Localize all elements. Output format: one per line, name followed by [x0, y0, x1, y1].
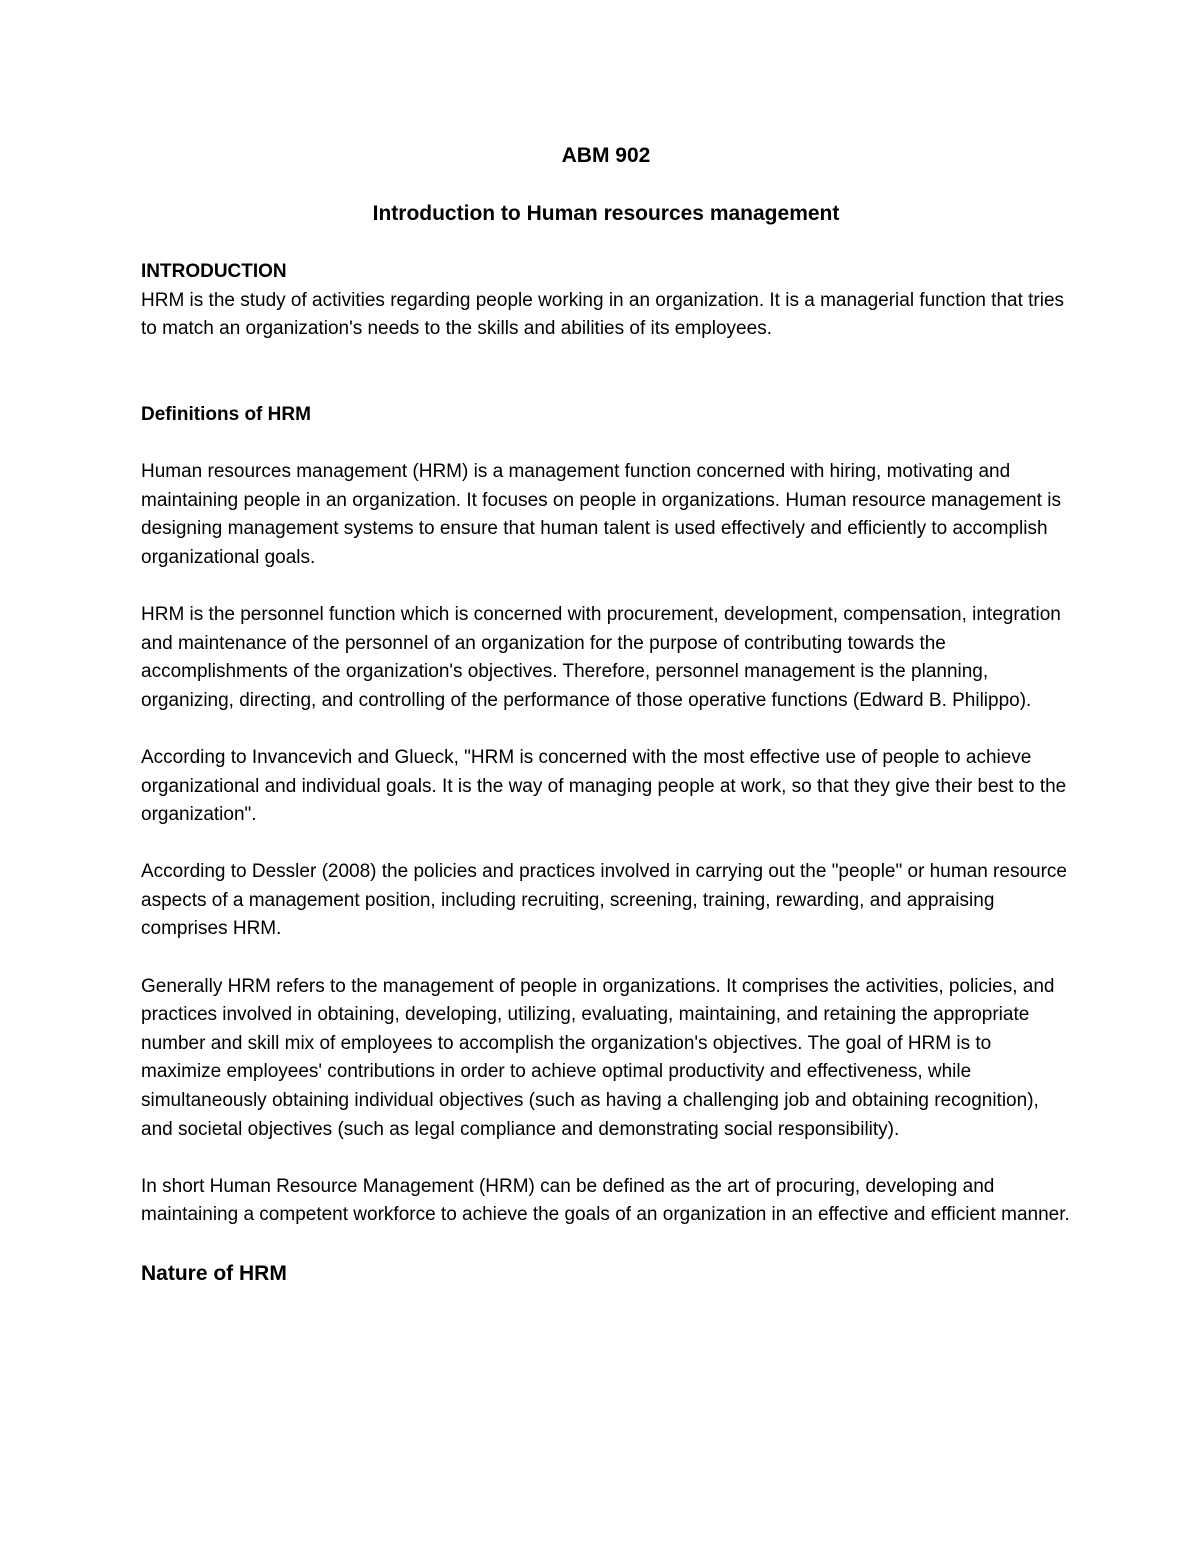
nature-heading: Nature of HRM — [141, 1261, 287, 1285]
definition-paragraph-7: In short Human Resource Management (HRM) can be defined as the art of procuring, developing and maintaining a competent workforce to achieve the goals of an organization in an effective and efficient manner. — [141, 1175, 1070, 1226]
course-code: ABM 902 — [561, 144, 651, 167]
document-title: Introduction to Human resources management — [372, 202, 840, 225]
definitions-heading: Definitions of HRM — [141, 403, 311, 425]
introduction-heading: INTRODUCTION — [141, 261, 287, 282]
definition-paragraph-6: maximize employees' contributions in order to achieve optimal productivity and effectiveness, while simultaneously obtaining individual objectives (such as having a challenging job and obtaining recognition), and societal objectives (such as legal compliance and demonstrating social responsibility). — [141, 1061, 1039, 1140]
document-page — [141, 140, 1071, 1289]
definition-paragraph-2: HRM is the personnel function which is concerned with procurement, development, compensation, integration and maintenance of the personnel of an organization for the purpose of contributing towards the accomplishments of the organization's objectives. Therefore, personnel management is the planning, organizing, directing, and controlling of the performance of those operative functions (Edward B. Philippo). — [141, 603, 1061, 711]
definition-paragraph-4: According to Dessler (2008) the policies and practices involved in carrying out the "people" or human resource aspects of a management position, including recruiting, screening, training, rewarding, and appraising comprises HRM. — [141, 861, 1067, 940]
definition-paragraph-1: Human resources management (HRM) is a management function concerned with hiring, motivating and maintaining people in an organization. It focuses on people in organizations. Human resource management is designing management systems to ensure that human talent is used effectively and efficiently to accomplish organizational goals. — [141, 460, 1061, 568]
definition-paragraph-3: According to Invancevich and Glueck, "HRM is concerned with the most effective use of people to achieve organizational and individual goals. It is the way of managing people at work, so that they give their best to the organization". — [141, 746, 1067, 826]
introduction-paragraph: HRM is the study of activities regarding people working in an organization. It is a managerial function that tries to match an organization's needs to the skills and abilities of its employees. — [141, 289, 1065, 340]
definition-paragraph-5: Generally HRM refers to the management of people in organizations. It comprises the activities, policies, and practices involved in obtaining, developing, utilizing, evaluating, maintaining, and retaining the appropriate number and skill mix of employees to accomplish the organization's objectives. The goal of HRM is to — [141, 975, 1055, 1054]
